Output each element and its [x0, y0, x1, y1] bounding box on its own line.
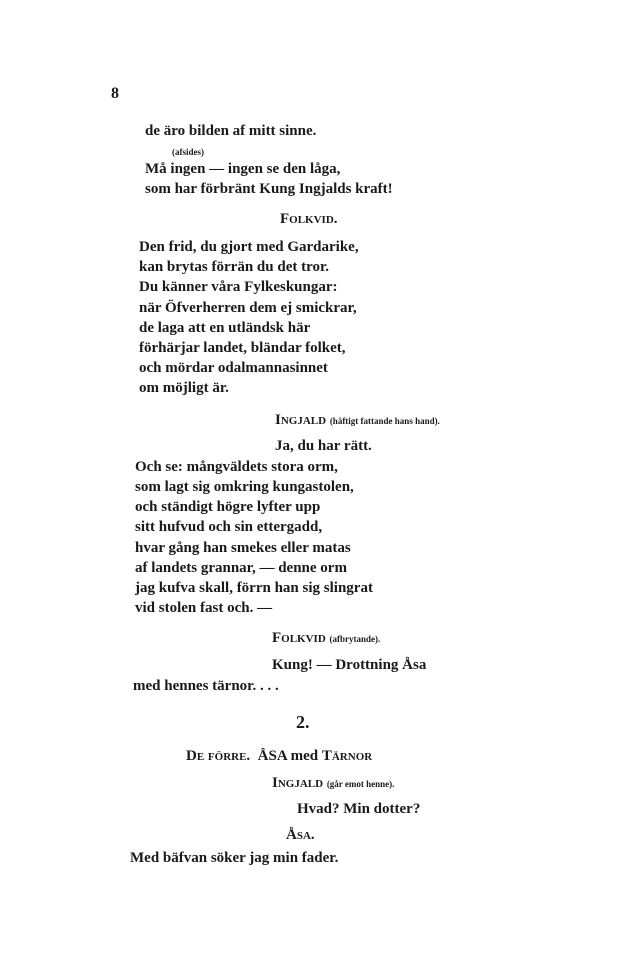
verse-line: Den frid, du gjort med Gardarike, — [139, 239, 359, 255]
stage-direction: (häftigt fattande hans hand). — [329, 416, 440, 426]
speaker-name: Ingjald — [272, 775, 324, 791]
verse-line: och mördar odalmannasinnet — [139, 360, 328, 376]
verse-line: Må ingen — ingen se den låga, — [145, 161, 341, 177]
cast-prefix: De förre. — [186, 748, 251, 764]
verse-line: och ständigt högre lyfter upp — [135, 499, 321, 515]
verse-line: de laga att en utländsk här — [139, 320, 311, 336]
stage-direction: (afbrytande). — [329, 634, 381, 644]
verse-line: Ja, du har rätt. — [275, 438, 372, 454]
speaker-name: Ingjald — [275, 412, 327, 428]
speaker-heading — [272, 774, 394, 793]
verse-line: Och se: mångväldets stora orm, — [135, 459, 338, 475]
speaker-heading — [272, 629, 380, 648]
verse-line: kan brytas förrän du det tror. — [139, 259, 330, 275]
speaker-name: Folkvid — [272, 630, 326, 646]
verse-line: af landets grannar, — denne orm — [135, 560, 347, 576]
verse-line: jag kufva skall, förrn han sig slingrat — [135, 580, 373, 596]
verse-line: vid stolen fast och. — — [135, 600, 273, 616]
verse-line: när Öfverherren dem ej smickrar, — [139, 300, 357, 316]
speaker-name: Folkvid. — [280, 211, 338, 227]
verse-line: med hennes tärnor. . . . — [133, 678, 279, 694]
verse-line: Hvad? Min dotter? — [297, 801, 421, 817]
verse-line: som har förbränt Kung Ingjalds kraft! — [145, 181, 393, 197]
verse-line: Du känner våra Fylkeskungar: — [139, 279, 338, 295]
cast-suffix: Tärnor — [321, 748, 373, 764]
stage-direction: (går emot henne). — [326, 779, 395, 789]
cast-name: ÅSA — [257, 748, 287, 764]
page-number: 8 — [111, 85, 119, 102]
verse-line: de äro bilden af mitt sinne. — [145, 123, 317, 139]
verse-line: sitt hufvud och sin ettergadd, — [135, 519, 323, 535]
stage-direction: (afsides) — [172, 147, 204, 157]
scene-cast — [186, 747, 372, 765]
verse-line: Med bäfvan söker jag min fader. — [130, 850, 339, 866]
verse-line: Kung! — Drottning Åsa — [272, 657, 427, 673]
scene-number: 2. — [296, 712, 310, 732]
verse-line: som lagt sig omkring kungastolen, — [135, 479, 354, 495]
verse-line: hvar gång han smekes eller matas — [135, 540, 351, 556]
speaker-name: Åsa. — [286, 827, 315, 843]
speaker-heading — [275, 411, 440, 430]
verse-line: förhärjar landet, bländar folket, — [139, 340, 346, 356]
verse-line: om möjligt är. — [139, 380, 229, 396]
cast-with: med — [290, 748, 319, 764]
